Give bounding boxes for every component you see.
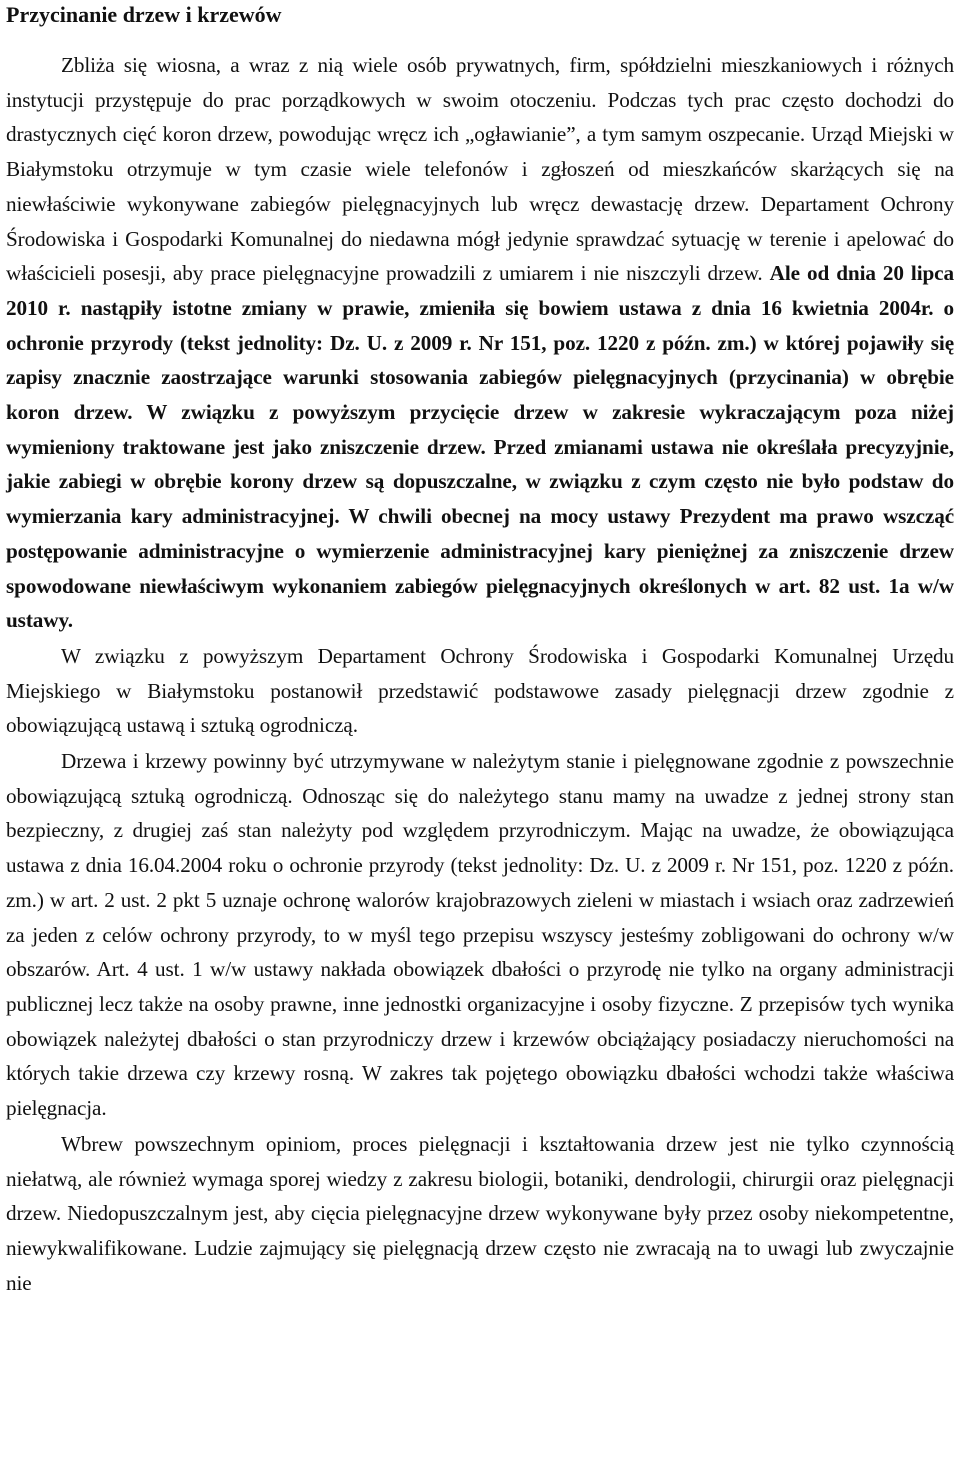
paragraph-maintenance — [6, 744, 954, 1126]
paragraph-department — [6, 639, 954, 743]
paragraph-maintenance-text: Drzewa i krzewy powinny być utrzymywane w należytym stanie i pielęgnowane zgodnie z powszechnie obowiązującą sztuką ogrodniczą. Odnosząc się do należytego stanu mamy na uwadze z jednej strony stan bezpieczny, z drugiej zaś stan należyty pod względem przyrodniczym. Mając na uwadze, że obowiązująca ustawa z dnia 16.04.2004 roku o ochronie przyrody (tekst jednolity: Dz. U. z 2009 r. Nr 151, poz. 1220 z późn. zm.) w art. 2 ust. 2 pkt 5 uznaje ochronę walorów krajobrazowych zieleni w miastach i wsiach oraz zadrzewień za jeden z celów ochrony przyrody, to w myśl tego przepisu wszyscy jesteśmy zobligowani do ochrony w/w obszarów. Art. 4 ust. 1 w/w ustawy nakłada obowiązek dbałości o przyrodę nie tylko na organy administracji publicznej lecz także na osoby prawne, inne jednostki organizacyjne i osoby fizyczne. Z przepisów tych wynika obowiązek należytej dbałości o stan przyrodniczy drzew i krzewów obciążający posiadaczy nieruchomości na których takie drzewa czy krzewy rosną. W zakres tak pojętego obowiązku dbałości wchodzi także właściwa pielęgnacja. — [6, 749, 954, 1121]
paragraph-intro — [6, 48, 954, 638]
document-page — [6, 0, 954, 1300]
paragraph-opinions-text: Wbrew powszechnym opiniom, proces pielęgnacji i kształtowania drzew jest nie tylko czynnością niełatwą, ale również wymaga sporej wiedzy z zakresu biologii, botaniki, dendrologii, chirurgii oraz pielęgnacji drzew. Niedopuszczalnym jest, aby cięcia pielęgnacyjne drzew wykonywane były przez osoby niekompetentne, niewykwalifikowane. Ludzie zajmujący się pielęgnacją drzew często nie zwracają na to uwagi lub zwyczajnie nie — [6, 1131, 954, 1295]
paragraph-department-text: W związku z powyższym Departament Ochrony Środowiska i Gospodarki Komunalnej Urzędu Miejskiego w Białymstoku postanowił przedstawić podstawowe zasady pielęgnacji drzew zgodnie z obowiązującą ustawą i sztuką ogrodniczą. — [6, 643, 954, 738]
paragraph-opinions — [6, 1127, 954, 1301]
paragraph-intro-text: Zbliża się wiosna, a wraz z nią wiele osób prywatnych, firm, spółdzielni mieszkaniowych i różnych instytucji przystępuje do prac porządkowych w swoim otoczeniu. Podczas tych prac często dochodzi do drastycznych cięć koron drzew, powodując wręcz ich „ogławianie”, a tym samym oszpecanie. Urząd Miejski w Białymstoku otrzymuje w tym czasie wiele telefonów i zgłoszeń od mieszkańców skarżących się na niewłaściwie wykonywane zabiegów pielęgnacyjnych lub wręcz dewastację drzew. Departament Ochrony Środowiska i Gospodarki Komunalnej do niedawna mógł jedynie sprawdzać sytuację w terenie i apelować do właścicieli posesji, aby prace pielęgnacyjne prowadzili z umiarem i nie niszczyli drzew. — [6, 53, 954, 286]
paragraph-intro-bold-text: Ale od dnia 20 lipca 2010 r. nastąpiły istotne zmiany w prawie, zmieniła się bowiem ustawa z dnia 16 kwietnia 2004r. o ochronie przyrody (tekst jednolity: Dz. U. z 2009 r. Nr 151, poz. 1220 z późn. zm.) w której pojawiły się zapisy znacznie zaostrzające warunki stosowania zabiegów pielęgnacyjnych (przycinania) w obrębie koron drzew. W związku z powyższym przycięcie drzew w zakresie wykraczającym poza niżej wymieniony traktowane jest jako zniszczenie drzew. Przed zmianami ustawa nie określała precyzyjnie, jakie zabiegi w obrębie korony drzew są dopuszczalne, w związku z czym często nie było podstaw do wymierzania kary administracyjnej. W chwili obecnej na mocy ustawy Prezydent ma prawo wszcząć postępowanie administracyjne o wymierzenie administracyjnej kary pieniężnej za zniszczenie drzew spowodowane niewłaściwym wykonaniem zabiegów pielęgnacyjnych określonych w art. 82 ust. 1a w/w ustawy. — [6, 261, 954, 633]
document-title: Przycinanie drzew i krzewów — [6, 2, 282, 27]
